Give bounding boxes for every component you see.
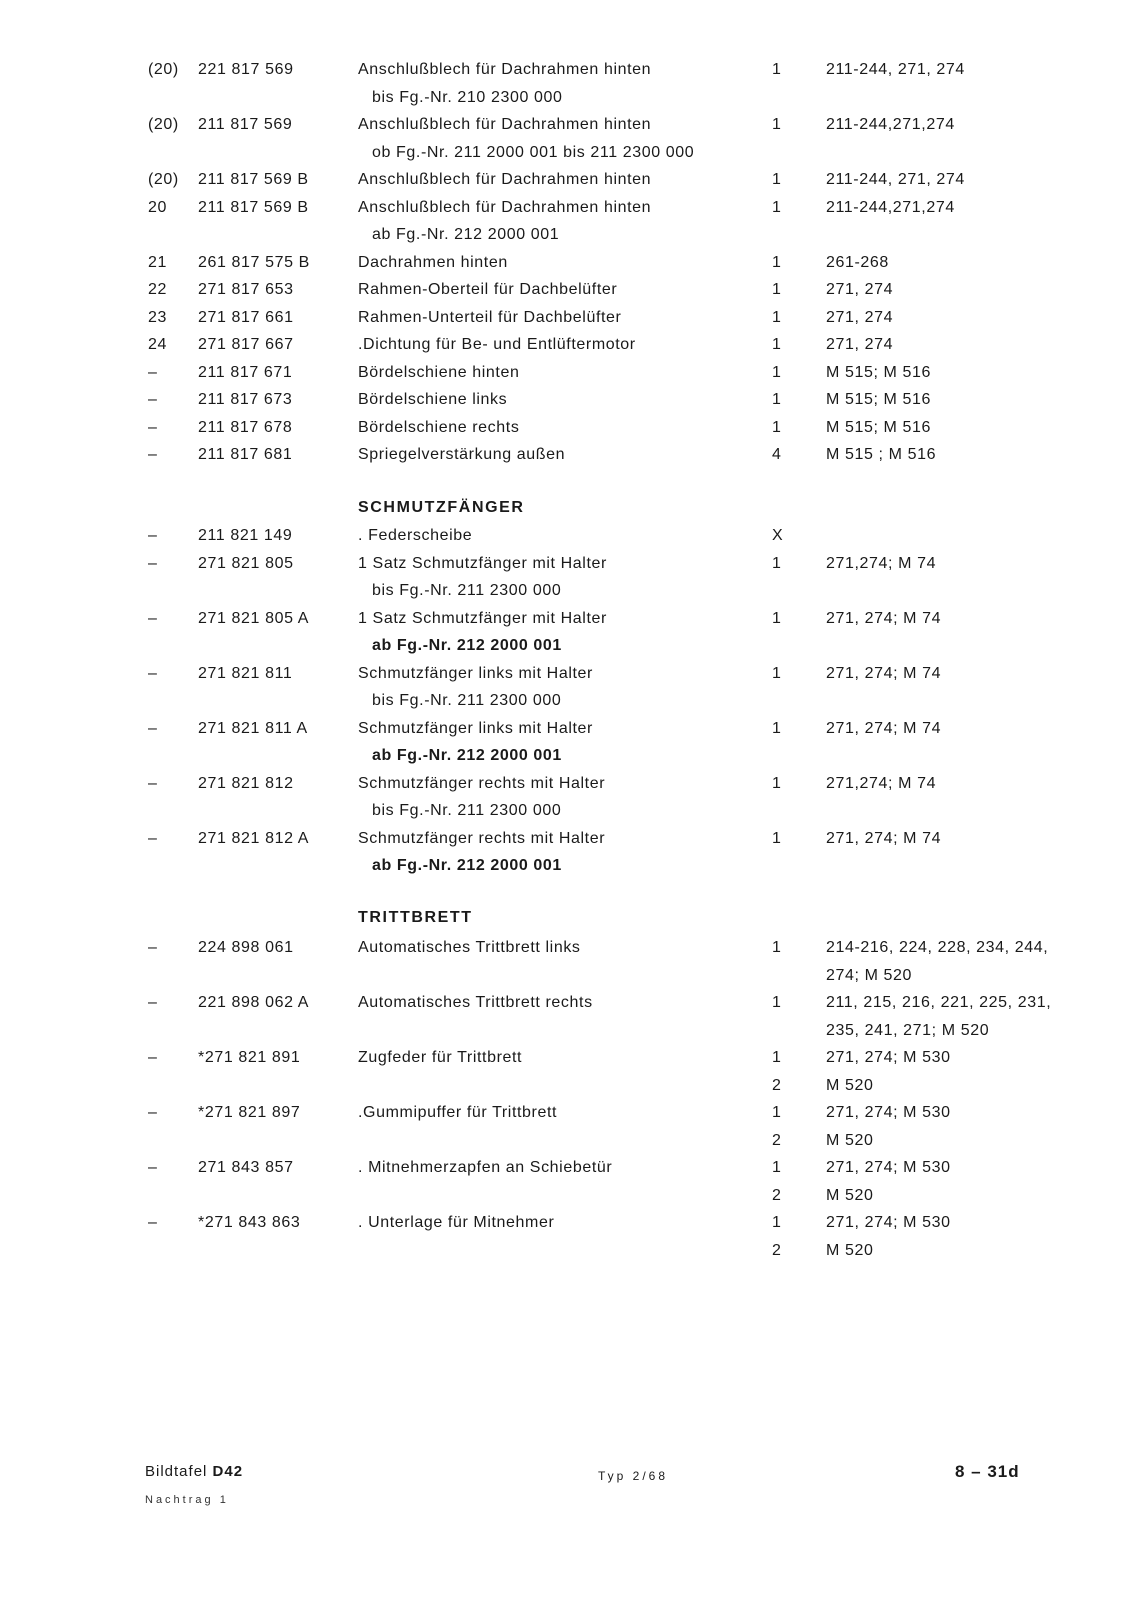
model-applicability: 271, 274; M 74: [826, 829, 942, 847]
table-row: [0, 660, 1133, 688]
model-applicability: 235, 241, 271; M 520: [826, 1021, 990, 1039]
part-description: Dachrahmen hinten: [358, 253, 508, 271]
quantity: 1: [772, 609, 782, 627]
model-applicability: 271, 274; M 74: [826, 719, 942, 737]
table-row: [0, 194, 1133, 222]
part-description: . Federscheibe: [358, 527, 473, 544]
quantity: 1: [772, 939, 782, 956]
part-description: Rahmen-Unterteil für Dachbelüfter: [358, 308, 622, 326]
table-row: [0, 1072, 1133, 1100]
part-description: ab Fg.-Nr. 212 2000 001: [372, 226, 560, 243]
table-row-note: [0, 221, 1133, 249]
table-row: [0, 331, 1133, 359]
part-description: bis Fg.-Nr. 211 2300 000: [372, 582, 562, 599]
model-applicability: 271, 274; M 530: [826, 1214, 951, 1231]
table-row-note: [0, 577, 1133, 605]
quantity: 1: [772, 198, 782, 216]
part-description: . Mitnehmerzapfen an Schiebetür: [358, 1159, 613, 1176]
position-number: 20: [148, 198, 167, 216]
quantity: 1: [772, 1049, 782, 1066]
part-number: *271 843 863: [198, 1214, 301, 1231]
section-heading-trittbrett: TRITTBRETT: [358, 909, 473, 926]
quantity: 1: [772, 1159, 782, 1176]
quantity: 4: [772, 446, 782, 463]
model-applicability: M 515; M 516: [826, 418, 932, 436]
table-row: [0, 1237, 1133, 1265]
position-number: –: [148, 418, 158, 436]
part-number: 271 817 653: [198, 281, 294, 298]
part-number: 271 843 857: [198, 1159, 294, 1176]
position-number: 24: [148, 336, 167, 353]
table-row: [0, 934, 1133, 962]
part-description: .Dichtung für Be- und Entlüftermotor: [358, 336, 636, 353]
model-applicability: 214-216, 224, 228, 234, 244,: [826, 939, 1049, 956]
position-number: –: [148, 554, 158, 572]
model-applicability: 211-244, 271, 274: [826, 61, 965, 78]
table-row: [0, 414, 1133, 442]
table-row: [0, 962, 1133, 990]
quantity: 1: [772, 308, 782, 326]
quantity: 1: [772, 1104, 782, 1121]
table-row: [0, 1154, 1133, 1182]
part-number: 271 817 667: [198, 336, 294, 353]
table-row: [0, 1182, 1133, 1210]
part-description: Rahmen-Oberteil für Dachbelüfter: [358, 281, 618, 298]
model-applicability: 271,274; M 74: [826, 774, 937, 792]
table-row-note: [0, 742, 1133, 770]
table-row: [0, 359, 1133, 387]
model-applicability: M 515 ; M 516: [826, 446, 937, 463]
quantity: 2: [772, 1131, 782, 1149]
table-row: [0, 276, 1133, 304]
quantity: 1: [772, 664, 782, 682]
quantity: 2: [772, 1241, 782, 1259]
table-row-note: [0, 84, 1133, 112]
footer-type: Typ 2/68: [598, 1469, 669, 1483]
table-row: [0, 1017, 1133, 1045]
table-row: [0, 304, 1133, 332]
position-number: –: [148, 719, 158, 737]
part-number: 261 817 575 B: [198, 253, 310, 271]
model-applicability: M 515; M 516: [826, 391, 932, 408]
plate-label: Bildtafel: [145, 1463, 208, 1480]
model-applicability: 271, 274; M 530: [826, 1049, 951, 1066]
part-description: .Gummipuffer für Trittbrett: [358, 1104, 558, 1121]
position-number: –: [148, 1104, 158, 1121]
quantity: 1: [772, 391, 782, 408]
quantity: 1: [772, 116, 782, 133]
plate-id: D42: [212, 1463, 244, 1480]
table-row: [0, 1044, 1133, 1072]
model-applicability: 271, 274; M 530: [826, 1159, 951, 1176]
footer-plate: [145, 1462, 243, 1482]
position-number: –: [148, 829, 158, 847]
part-description: Automatisches Trittbrett links: [358, 939, 581, 956]
quantity: 1: [772, 994, 782, 1011]
part-description: Spriegelverstärkung außen: [358, 446, 566, 463]
quantity: 1: [772, 418, 782, 436]
part-number: 221 817 569: [198, 61, 294, 78]
part-number: 271 821 805 A: [198, 609, 310, 627]
model-applicability: 271, 274: [826, 336, 894, 353]
table-row-note: [0, 687, 1133, 715]
part-description: Zugfeder für Trittbrett: [358, 1049, 523, 1066]
model-applicability: 271, 274; M 74: [826, 664, 942, 682]
footer-page-number: 8 – 31d: [955, 1462, 1020, 1481]
part-description: bis Fg.-Nr. 211 2300 000: [372, 692, 562, 709]
part-description: ab Fg.-Nr. 212 2000 001: [372, 747, 562, 764]
table-row: [0, 441, 1133, 469]
table-row: [0, 605, 1133, 633]
table-row: [0, 1099, 1133, 1127]
part-number: *271 821 891: [198, 1049, 301, 1066]
model-applicability: 271,274; M 74: [826, 554, 937, 572]
part-number: *271 821 897: [198, 1104, 301, 1121]
model-applicability: 274; M 520: [826, 966, 913, 984]
table-row-note: [0, 797, 1133, 825]
part-number: 211 817 569 B: [198, 171, 309, 188]
position-number: –: [148, 1159, 158, 1176]
position-number: (20): [148, 116, 179, 133]
part-description: Bördelschiene rechts: [358, 418, 520, 436]
table-row-note: [0, 852, 1133, 880]
position-number: 21: [148, 253, 167, 271]
part-description: Bördelschiene hinten: [358, 363, 520, 381]
part-description: . Unterlage für Mitnehmer: [358, 1214, 555, 1231]
model-applicability: 261-268: [826, 253, 889, 271]
table-row: [0, 522, 1133, 550]
part-number: 221 898 062 A: [198, 994, 310, 1011]
position-number: (20): [148, 171, 179, 188]
part-number: 211 817 569: [198, 116, 293, 133]
position-number: 22: [148, 281, 167, 298]
table-row: [0, 715, 1133, 743]
model-applicability: M 520: [826, 1186, 874, 1204]
model-applicability: 211-244,271,274: [826, 198, 955, 216]
table-row: [0, 111, 1133, 139]
table-row-note: [0, 632, 1133, 660]
position-number: –: [148, 774, 158, 792]
position-number: –: [148, 391, 158, 408]
quantity: 2: [772, 1186, 782, 1204]
part-description: Anschlußblech für Dachrahmen hinten: [358, 198, 652, 216]
quantity: X: [772, 527, 784, 544]
position-number: –: [148, 609, 158, 627]
part-description: bis Fg.-Nr. 211 2300 000: [372, 802, 562, 819]
part-description: Schmutzfänger rechts mit Halter: [358, 829, 606, 847]
part-description: ab Fg.-Nr. 212 2000 001: [372, 857, 562, 874]
part-number: 271 821 811: [198, 664, 293, 682]
table-row: [0, 989, 1133, 1017]
position-number: –: [148, 446, 158, 463]
model-applicability: M 520: [826, 1131, 874, 1149]
part-description: Anschlußblech für Dachrahmen hinten: [358, 171, 652, 188]
model-applicability: M 520: [826, 1241, 874, 1259]
quantity: 1: [772, 1214, 782, 1231]
position-number: (20): [148, 61, 179, 78]
position-number: –: [148, 664, 158, 682]
model-applicability: 271, 274: [826, 308, 894, 326]
section-heading-schmutzfaenger: SCHMUTZFÄNGER: [358, 499, 525, 516]
quantity: 1: [772, 336, 782, 353]
table-row: [0, 770, 1133, 798]
position-number: –: [148, 994, 158, 1011]
quantity: 1: [772, 554, 782, 572]
model-applicability: M 520: [826, 1076, 874, 1094]
position-number: –: [148, 363, 158, 381]
part-description: bis Fg.-Nr. 210 2300 000: [372, 88, 563, 106]
quantity: 1: [772, 774, 782, 792]
part-number: 211 821 149: [198, 527, 293, 544]
model-applicability: 271, 274; M 530: [826, 1104, 951, 1121]
part-description: Bördelschiene links: [358, 391, 508, 408]
quantity: 1: [772, 253, 782, 271]
quantity: 1: [772, 171, 782, 188]
table-row: [0, 550, 1133, 578]
table-row: [0, 825, 1133, 853]
position-number: –: [148, 939, 158, 956]
model-applicability: M 515; M 516: [826, 363, 932, 381]
table-row: [0, 1127, 1133, 1155]
position-number: –: [148, 1049, 158, 1066]
part-description: 1 Satz Schmutzfänger mit Halter: [358, 609, 607, 627]
part-description: 1 Satz Schmutzfänger mit Halter: [358, 554, 607, 572]
part-number: 271 821 812 A: [198, 829, 310, 847]
part-number: 211 817 673: [198, 391, 293, 408]
part-number: 211 817 569 B: [198, 198, 309, 216]
table-row: [0, 1209, 1133, 1237]
part-number: 271 821 812: [198, 774, 294, 792]
part-description: ob Fg.-Nr. 211 2000 001 bis 211 2300 000: [372, 143, 695, 161]
quantity: 1: [772, 61, 782, 78]
quantity: 1: [772, 363, 782, 381]
model-applicability: 211-244, 271, 274: [826, 171, 965, 188]
position-number: –: [148, 1214, 158, 1231]
part-description: Schmutzfänger rechts mit Halter: [358, 774, 606, 792]
table-row: [0, 386, 1133, 414]
part-number: 224 898 061: [198, 939, 294, 956]
part-description: Anschlußblech für Dachrahmen hinten: [358, 116, 652, 133]
part-description: Anschlußblech für Dachrahmen hinten: [358, 61, 652, 78]
position-number: 23: [148, 308, 167, 326]
quantity: 2: [772, 1076, 782, 1094]
table-row: [0, 166, 1133, 194]
model-applicability: 271, 274: [826, 281, 894, 298]
part-number: 271 821 811 A: [198, 719, 308, 737]
footer-supplement: Nachtrag 1: [145, 1494, 229, 1506]
part-description: Schmutzfänger links mit Halter: [358, 719, 593, 737]
table-row: [0, 56, 1133, 84]
quantity: 1: [772, 281, 782, 298]
table-row: [0, 249, 1133, 277]
part-number: 211 817 681: [198, 446, 293, 463]
part-number: 211 817 671: [198, 363, 293, 381]
part-description: Automatisches Trittbrett rechts: [358, 994, 593, 1011]
part-description: ab Fg.-Nr. 212 2000 001: [372, 637, 562, 654]
part-number: 271 821 805: [198, 554, 294, 572]
part-description: Schmutzfänger links mit Halter: [358, 664, 593, 682]
part-number: 271 817 661: [198, 308, 294, 326]
quantity: 1: [772, 719, 782, 737]
model-applicability: 211, 215, 216, 221, 225, 231,: [826, 994, 1052, 1011]
part-number: 211 817 678: [198, 418, 293, 436]
position-number: –: [148, 527, 158, 544]
quantity: 1: [772, 829, 782, 847]
model-applicability: 211-244,271,274: [826, 116, 955, 133]
table-row-note: [0, 139, 1133, 167]
model-applicability: 271, 274; M 74: [826, 609, 942, 627]
